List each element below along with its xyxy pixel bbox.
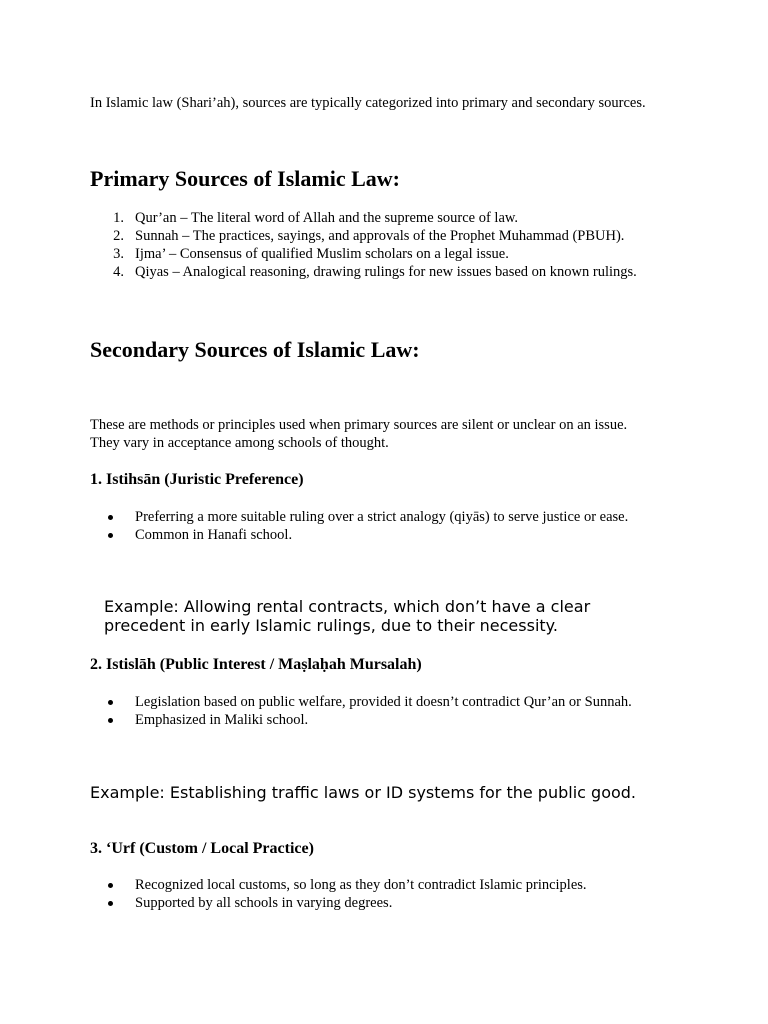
- list-number: 2.: [113, 228, 124, 244]
- list-item: [90, 526, 710, 544]
- istislah-bullet-list: [90, 693, 710, 729]
- list-number: 1.: [113, 210, 124, 226]
- bullet-marker: [108, 718, 113, 723]
- list-item: [90, 711, 710, 729]
- list-item: [90, 209, 710, 227]
- list-item: [90, 245, 710, 263]
- list-item-text: Common in Hanafi school.: [135, 527, 293, 543]
- list-item: [90, 894, 710, 912]
- secondary-sources-heading: Secondary Sources of Islamic Law:: [90, 337, 420, 362]
- list-item: [90, 876, 710, 894]
- list-item-text: Qur’an – The literal word of Allah and the supreme source of law.: [135, 210, 519, 226]
- bullet-marker: [108, 901, 113, 906]
- list-number: 3.: [113, 246, 124, 262]
- section-title-istislah: 2. Istislāh (Public Interest / Maṣlaḥah Mursalah): [90, 656, 422, 673]
- bullet-marker: [108, 700, 113, 705]
- section-title-istihsan: 1. Istihsān (Juristic Preference): [90, 471, 304, 488]
- list-item: [90, 263, 710, 281]
- list-item-text: Supported by all schools in varying degrees.: [135, 895, 393, 911]
- istihsan-example-line-1: Example: Allowing rental contracts, which don’t have a clear: [104, 597, 591, 616]
- list-item: [90, 227, 710, 245]
- primary-sources-list: [90, 209, 710, 281]
- list-item-text: Preferring a more suitable ruling over a strict analogy (qiyās) to serve justice or ease.: [135, 509, 629, 525]
- secondary-intro-line-1: These are methods or principles used when primary sources are silent or unclear on an issue.: [90, 417, 628, 433]
- primary-sources-heading: Primary Sources of Islamic Law:: [90, 166, 400, 191]
- list-item-text: Qiyas – Analogical reasoning, drawing rulings for new issues based on known rulings.: [135, 264, 637, 280]
- list-item-text: Recognized local customs, so long as they don’t contradict Islamic principles.: [135, 877, 587, 893]
- list-item-text: Sunnah – The practices, sayings, and approvals of the Prophet Muhammad (PBUH).: [135, 228, 625, 244]
- list-item-text: Ijma’ – Consensus of qualified Muslim scholars on a legal issue.: [135, 246, 509, 262]
- list-item-text: Legislation based on public welfare, provided it doesn’t contradict Qur’an or Sunnah.: [135, 694, 632, 710]
- istislah-example-line: Example: Establishing traffic laws or ID systems for the public good.: [90, 783, 637, 802]
- urf-bullet-list: [90, 876, 710, 912]
- istihsan-example-line-2: precedent in early Islamic rulings, due to their necessity.: [104, 616, 558, 635]
- section-title-urf: 3. ‘Urf (Custom / Local Practice): [90, 840, 314, 857]
- bullet-marker: [108, 533, 113, 538]
- list-item-text: Emphasized in Maliki school.: [135, 712, 309, 728]
- list-item: [90, 508, 710, 526]
- istihsan-bullet-list: [90, 508, 710, 544]
- bullet-marker: [108, 883, 113, 888]
- list-number: 4.: [113, 264, 124, 280]
- secondary-intro-line-2: They vary in acceptance among schools of thought.: [90, 435, 389, 451]
- bullet-marker: [108, 515, 113, 520]
- intro-paragraph: In Islamic law (Shari’ah), sources are typically categorized into primary and secondary sources.: [90, 95, 646, 111]
- list-item: [90, 693, 710, 711]
